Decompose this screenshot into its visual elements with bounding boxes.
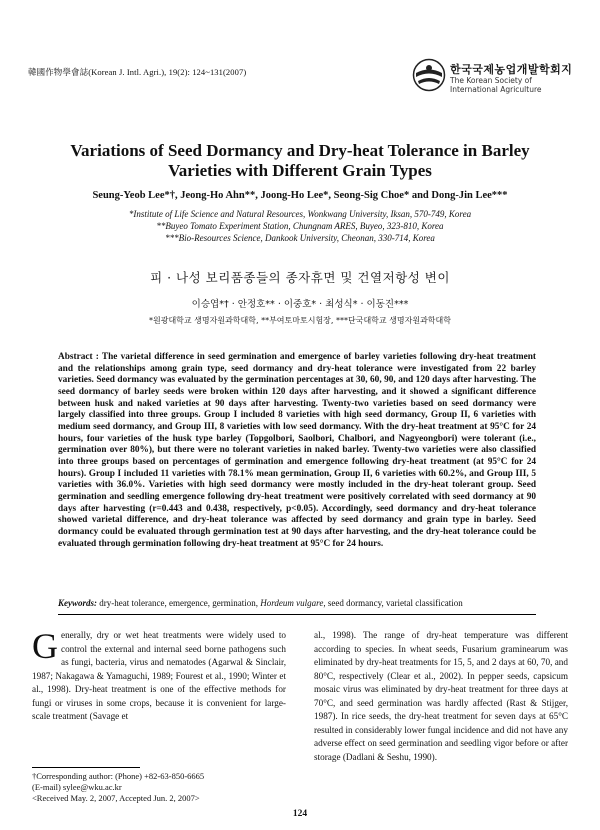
author-list: Seung-Yeob Lee*†, Jeong-Ho Ahn**, Joong-Ho Lee*, Seong-Sig Choe* and Dong-Jin Lee*** xyxy=(92,190,508,201)
korean-affiliations: *원광대학교 생명자원과학대학, **부여토마토시험장, ***단국대학교 생명자원과학대학 xyxy=(148,316,451,325)
abstract xyxy=(58,352,536,550)
section-divider xyxy=(58,614,536,615)
keywords-label: Keywords: xyxy=(58,598,97,608)
korean-title: 피 · 나성 보리품종들의 종자휴면 및 건열저항성 변이 xyxy=(150,270,450,285)
footnote-received: <Received May. 2, 2007, Accepted Jun. 2, 2007> xyxy=(32,793,200,803)
affiliation-3: ***Bio-Resources Science, Dankook University, Cheonan, 330-714, Korea xyxy=(165,233,435,243)
society-name-korean: 한국국제농업개발학회지 xyxy=(450,63,573,76)
abstract-label: Abstract : xyxy=(58,352,102,362)
body-text-left: enerally, dry or wet heat treatments were widely used to control the external and internal seed borne pathogens such as fungi, bacteria, virus and nematodes (Agarwal & Sinclair, 1987; Nakagawa & Yamaguchi, 1989; Fourest et al., 1990; Winter et al., 1998). Dry-heat treatment is one of the effective methods for fungi or viruses in some crops, because it is convenient for large-scale treatment (Savage et xyxy=(32,630,286,721)
footnote-divider xyxy=(32,767,140,768)
korean-authors: 이승엽*† · 안정호** · 이중호* · 최성식* · 이동진*** xyxy=(191,299,409,310)
footnotes xyxy=(32,771,292,804)
society-name-english: The Korean Society of International Agriculture xyxy=(450,76,542,94)
body-column-right xyxy=(314,629,568,764)
keywords-text-1: dry-heat tolerance, emergence, germination, xyxy=(97,598,261,608)
drop-cap: G xyxy=(32,626,58,666)
footnote-email: (E-mail) sylee@wku.ac.kr xyxy=(32,782,122,792)
affiliation-1: *Institute of Life Science and Natural Resources, Wonkwang University, Iksan, 570-749, Korea xyxy=(128,209,472,219)
page-number: 124 xyxy=(292,809,308,819)
paper-title: Variations of Seed Dormancy and Dry-heat Tolerance in Barley Varieties with Different Grain Types xyxy=(70,141,530,180)
affiliations xyxy=(30,208,570,244)
keywords xyxy=(58,597,536,609)
body-text-right: al., 1998). The range of dry-heat temperature was different according to species. In wheat seeds, Fusarium graminearum was eliminated by dry-heat treatments for 15, 5, and 2 days at 60, 70, and 80°C, respectively (Clear et al., 2002). In pepper seeds, capsicum mosaic virus was eliminated by dry-heat treatment for three days at 70°C, and seed germination was hardly affected (Rast & Stijger, 1987). In rice seeds, the dry-heat treatment for seven days at 65°C resulted in considerably lower fungal incidence and did not have any adverse effect on seed germination and seedling vigor before or after storage (Dadlani & Seshu, 1990). xyxy=(314,630,568,762)
society-logo-icon xyxy=(412,58,446,92)
body-column-left xyxy=(32,626,286,724)
footnote-corresponding: †Corresponding author: (Phone) +82-63-850-6665 xyxy=(32,771,205,781)
affiliation-2: **Buyeo Tomato Experiment Station, Chungnam ARES, Buyeo, 323-810, Korea xyxy=(156,221,444,231)
journal-citation: 韓國作物學會誌(Korean J. Intl. Agri.), 19(2): 124~131(2007) xyxy=(28,67,247,77)
keywords-text-2: , seed dormancy, varietal classification xyxy=(323,598,463,608)
keywords-italic-term: Hordeum vulgare xyxy=(260,598,324,608)
abstract-text: The varietal difference in seed germination and emergence of barley varieties following dry-heat treatment and the relationships among grain type, seed dormancy and dry-heat tolerance were investigated from 22 barley varieties. Seed dormancy was evaluated by the germination percentages at 30, 60, 90, and 120 days after harvesting. The seed dormancy of barley seeds were broken within 120 days after harvesting, and it showed a significant difference between husk and naked varieties at 90 days after harvesting. Twenty-two varieties based on seed dormancy were largely classified into three groups. Group I included 8 varieties with high seed dormancy, Group II, 6 varieties with medium seed dormancy, and Group III, 8 varieties with low seed dormancy. With the dry-heat treatment at 95°C for 24 hours, four varieties of the husk type barley (Topgolbori, Saolbori, Chalbori, and Nagyeongbori) were tolerant (i.e., germination over 80%), but there were no tolerant varieties in naked barley. Twenty-two varieties were also classified into three groups based on percentages of germination and emergence following dry-heat treatment (at 95°C for 24 hours). Group I included 11 varieties with 78.1% mean germination, Group II, 6 varieties with 60.2%, and Group III, 5 varieties with 36.0%. Varieties with high seed dormancy were mostly included in the dry-heat tolerant group. Seed germination and seedling emergence following dry-heat treatment were positively correlated with seed dormancy at 90 days after harvesting (r=0.443 and 0.438, respectively, p<0.05). Accordingly, seed dormancy and dry-heat tolerance showed varietal difference, and dry-heat tolerance was affected by seed dormancy and grain type in barley. Seed dormancy could be evaluated through germination test at 90 days after harvesting, and the dry-heat tolerance could be evaluated through germination following dry-heat treatment at 95°C for 24 hours. xyxy=(58,352,536,549)
